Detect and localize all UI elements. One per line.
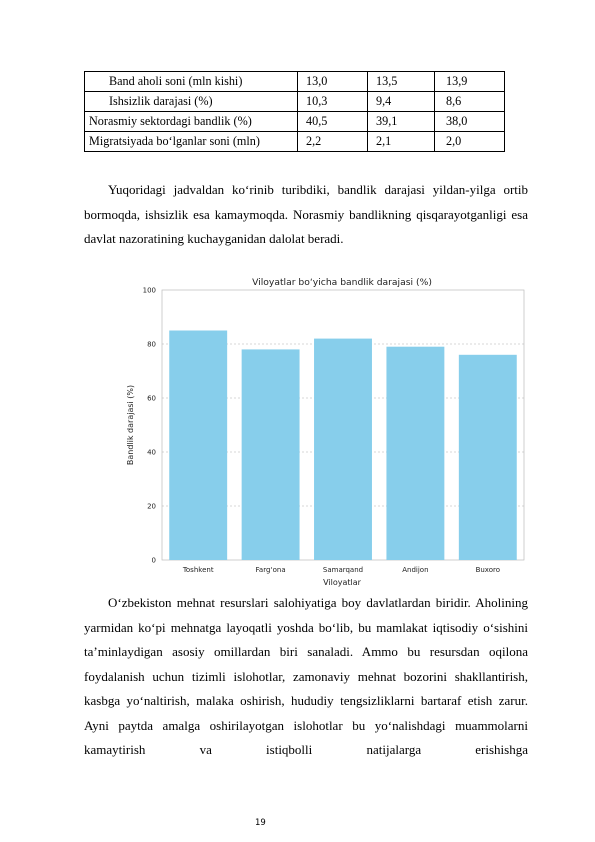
bar	[386, 347, 444, 560]
chart-title: Viloyatlar bo‘yicha bandlik darajasi (%)	[252, 277, 432, 288]
table-row	[85, 92, 505, 112]
y-tick-label: 40	[147, 448, 156, 457]
y-tick-label: 60	[147, 394, 156, 403]
table-row-label: Band aholi soni (mln kishi)	[85, 72, 298, 92]
x-axis-label: Viloyatlar	[323, 578, 361, 587]
table-cell: 13,5	[368, 72, 435, 92]
bar	[242, 349, 300, 560]
table-cell: 40,5	[298, 112, 368, 132]
paragraph-intro	[84, 178, 528, 252]
x-tick-label: Andijon	[402, 566, 429, 574]
table-row-label: Norasmiy sektordagi bandlik (%)	[85, 112, 298, 132]
page-number: 19	[255, 818, 266, 828]
table-row	[85, 112, 505, 132]
y-tick-label: 0	[151, 556, 156, 565]
y-tick-label: 80	[147, 340, 156, 349]
x-tick-label: Farg‘ona	[255, 566, 286, 574]
x-tick-label: Toshkent	[182, 566, 214, 574]
x-tick-label: Samarqand	[322, 566, 364, 574]
table-cell: 13,9	[435, 72, 505, 92]
table-cell: 2,1	[368, 132, 435, 152]
bar	[169, 331, 227, 561]
table-cell: 2,0	[435, 132, 505, 152]
table-row-label: Ishsizlik darajasi (%)	[85, 92, 298, 112]
table-row	[85, 72, 505, 92]
table-cell: 13,0	[298, 72, 368, 92]
table-row-label: Migratsiyada bo‘lganlar soni (mln)	[85, 132, 298, 152]
table-cell: 9,4	[368, 92, 435, 112]
y-tick-label: 20	[147, 502, 156, 511]
employment-bar-chart	[120, 272, 530, 592]
paragraph-text: O‘zbekiston mehnat resurslari salohiyatiga boy davlatlardan biridir. Aholining yarmidan ko‘pi mehnatga layoqatli yoshda bo‘lib, bu mamlakat iqtisodiy o‘sishini ta’minlaydigan asosiy omillardan biri sanaladi. Ammo bu resursdan oqilona foydalanish uchun tizimli islohotlar, zamonaviy mehnat bozorini shakllantirish, kasbga yo‘naltirish, malaka oshirish, hududiy tengsizliklarni bartaraf etish zarur. Ayni paytda amalga oshirilayotgan islohotlar bu yo‘nalishdagi muammolarni kamaytirish va istiqbolli natijalarga erishishga	[84, 595, 528, 757]
table-cell: 39,1	[368, 112, 435, 132]
paragraph-resources	[84, 591, 528, 763]
y-tick-label: 100	[142, 286, 156, 295]
paragraph-text: Yuqoridagi jadvaldan ko‘rinib turibdiki, bandlik darajasi yildan-yilga ortib bormoqda, ishsizlik esa kamaymoqda. Norasmiy bandlikning qisqarayotganligi esa davlat nazoratining kuchayganidan dalolat beradi.	[84, 182, 528, 246]
table-cell: 2,2	[298, 132, 368, 152]
bar	[314, 339, 372, 560]
table-cell: 10,3	[298, 92, 368, 112]
table-row	[85, 132, 505, 152]
table-cell: 38,0	[435, 112, 505, 132]
x-tick-label: Buxoro	[475, 566, 501, 574]
y-axis-label: Bandlik darajasi (%)	[126, 384, 135, 466]
table-cell: 8,6	[435, 92, 505, 112]
statistics-table	[84, 71, 505, 152]
bar	[459, 355, 517, 560]
